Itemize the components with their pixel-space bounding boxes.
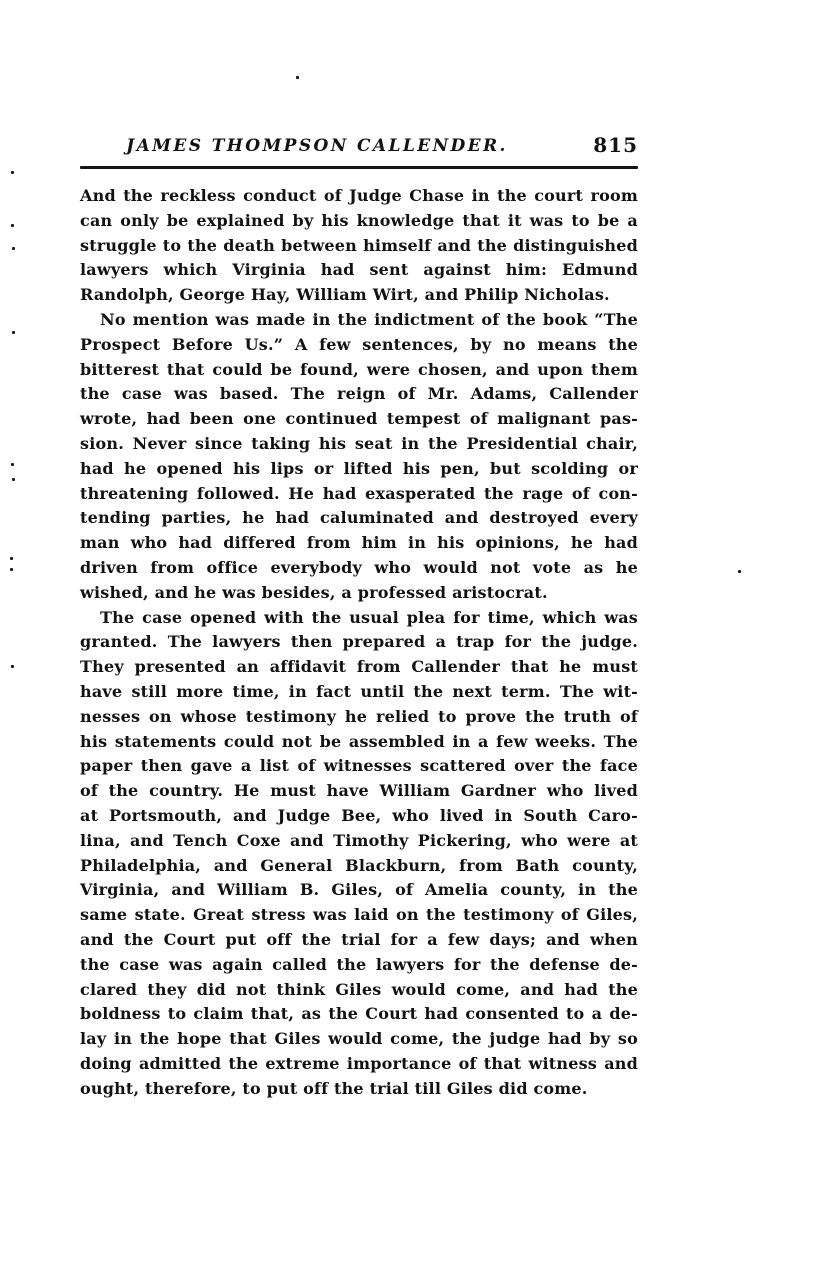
- text-line: sion. Never since taking his seat in the Presidential chair,: [80, 433, 638, 453]
- text-line: lawyers which Virginia had sent against him: Edmund: [80, 260, 638, 280]
- text-column: [80, 134, 638, 1101]
- text-line: Randolph, George Hay, William Wirt, and Philip Nicholas.: [80, 285, 610, 305]
- text-line: his statements could not be assembled in a few weeks. The: [80, 731, 638, 751]
- text-line: And the reckless conduct of Judge Chase in the court room: [80, 186, 638, 205]
- text-line: struggle to the death between himself and the distinguished: [80, 235, 638, 255]
- scan-speck: [296, 76, 299, 79]
- text-line: wished, and he was besides, a professed aristocrat.: [80, 582, 548, 602]
- scan-speck: [738, 570, 741, 573]
- text-line: man who had differed from him in his opinions, he had: [80, 533, 638, 553]
- scan-speck: [10, 568, 13, 571]
- text-line: The case opened with the usual plea for time, which was: [100, 607, 638, 627]
- text-line: at Portsmouth, and Judge Bee, who lived in South Caro-: [80, 805, 638, 825]
- text-line: No mention was made in the indictment of the book “The: [100, 309, 638, 329]
- header-rule: [80, 166, 638, 169]
- text-line: the case was based. The reign of Mr. Adams, Callender: [80, 384, 638, 404]
- text-line: tending parties, he had caluminated and destroyed every: [80, 508, 638, 528]
- text-line: nesses on whose testimony he relied to prove the truth of: [80, 706, 638, 726]
- text-paragraph: [80, 308, 638, 606]
- text-line: lay in the hope that Giles would come, the judge had by so: [80, 1029, 638, 1049]
- text-line: and the Court put off the trial for a few days; and when: [80, 929, 638, 949]
- text-line: driven from office everybody who would not vote as he: [80, 557, 638, 577]
- text-line: boldness to claim that, as the Court had consented to a de-: [80, 1004, 638, 1024]
- text-line: same state. Great stress was laid on the testimony of Giles,: [80, 905, 638, 925]
- scan-speck: [12, 247, 15, 250]
- running-header: [80, 134, 638, 160]
- text-line: had he opened his lips or lifted his pen, but scolding or: [80, 458, 638, 478]
- text-line: They presented an affidavit from Callender that he must: [80, 657, 638, 677]
- scan-speck: [11, 463, 14, 466]
- text-paragraph: [80, 184, 638, 308]
- text-line: granted. The lawyers then prepared a trap for the judge.: [80, 632, 638, 652]
- text-line: the case was again called the lawyers for the defense de-: [80, 954, 638, 974]
- text-line: of the country. He must have William Gardner who lived: [80, 781, 638, 801]
- text-line: clared they did not think Giles would come, and had the: [80, 979, 638, 999]
- text-paragraph: [80, 606, 638, 1102]
- text-line: ought, therefore, to put off the trial till Giles did come.: [80, 1078, 588, 1098]
- text-line: paper then gave a list of witnesses scattered over the face: [80, 756, 638, 776]
- text-line: Prospect Before Us.” A few sentences, by no means the: [80, 334, 638, 354]
- text-line: Virginia, and William B. Giles, of Amelia county, in the: [80, 880, 638, 900]
- scan-speck: [11, 224, 14, 227]
- body-text: [80, 184, 638, 1101]
- text-line: threatening followed. He had exasperated the rage of con-: [80, 483, 638, 503]
- text-line: doing admitted the extreme importance of that witness and: [80, 1053, 638, 1073]
- scan-speck: [10, 557, 13, 560]
- scan-speck: [12, 478, 15, 481]
- running-header-title: JAMES THOMPSON CALLENDER.: [126, 136, 508, 156]
- text-line: wrote, had been one continued tempest of malignant pas-: [80, 409, 638, 429]
- text-line: have still more time, in fact until the next term. The wit-: [80, 681, 638, 701]
- text-line: can only be explained by his knowledge that it was to be a: [80, 210, 638, 230]
- scan-speck: [11, 665, 14, 668]
- scan-speck: [11, 171, 14, 174]
- scan-speck: [12, 331, 15, 334]
- text-line: lina, and Tench Coxe and Timothy Pickering, who were at: [80, 830, 638, 850]
- page-number: 815: [593, 133, 638, 157]
- text-line: Philadelphia, and General Blackburn, from Bath county,: [80, 855, 638, 875]
- text-line: bitterest that could be found, were chosen, and upon them: [80, 359, 638, 379]
